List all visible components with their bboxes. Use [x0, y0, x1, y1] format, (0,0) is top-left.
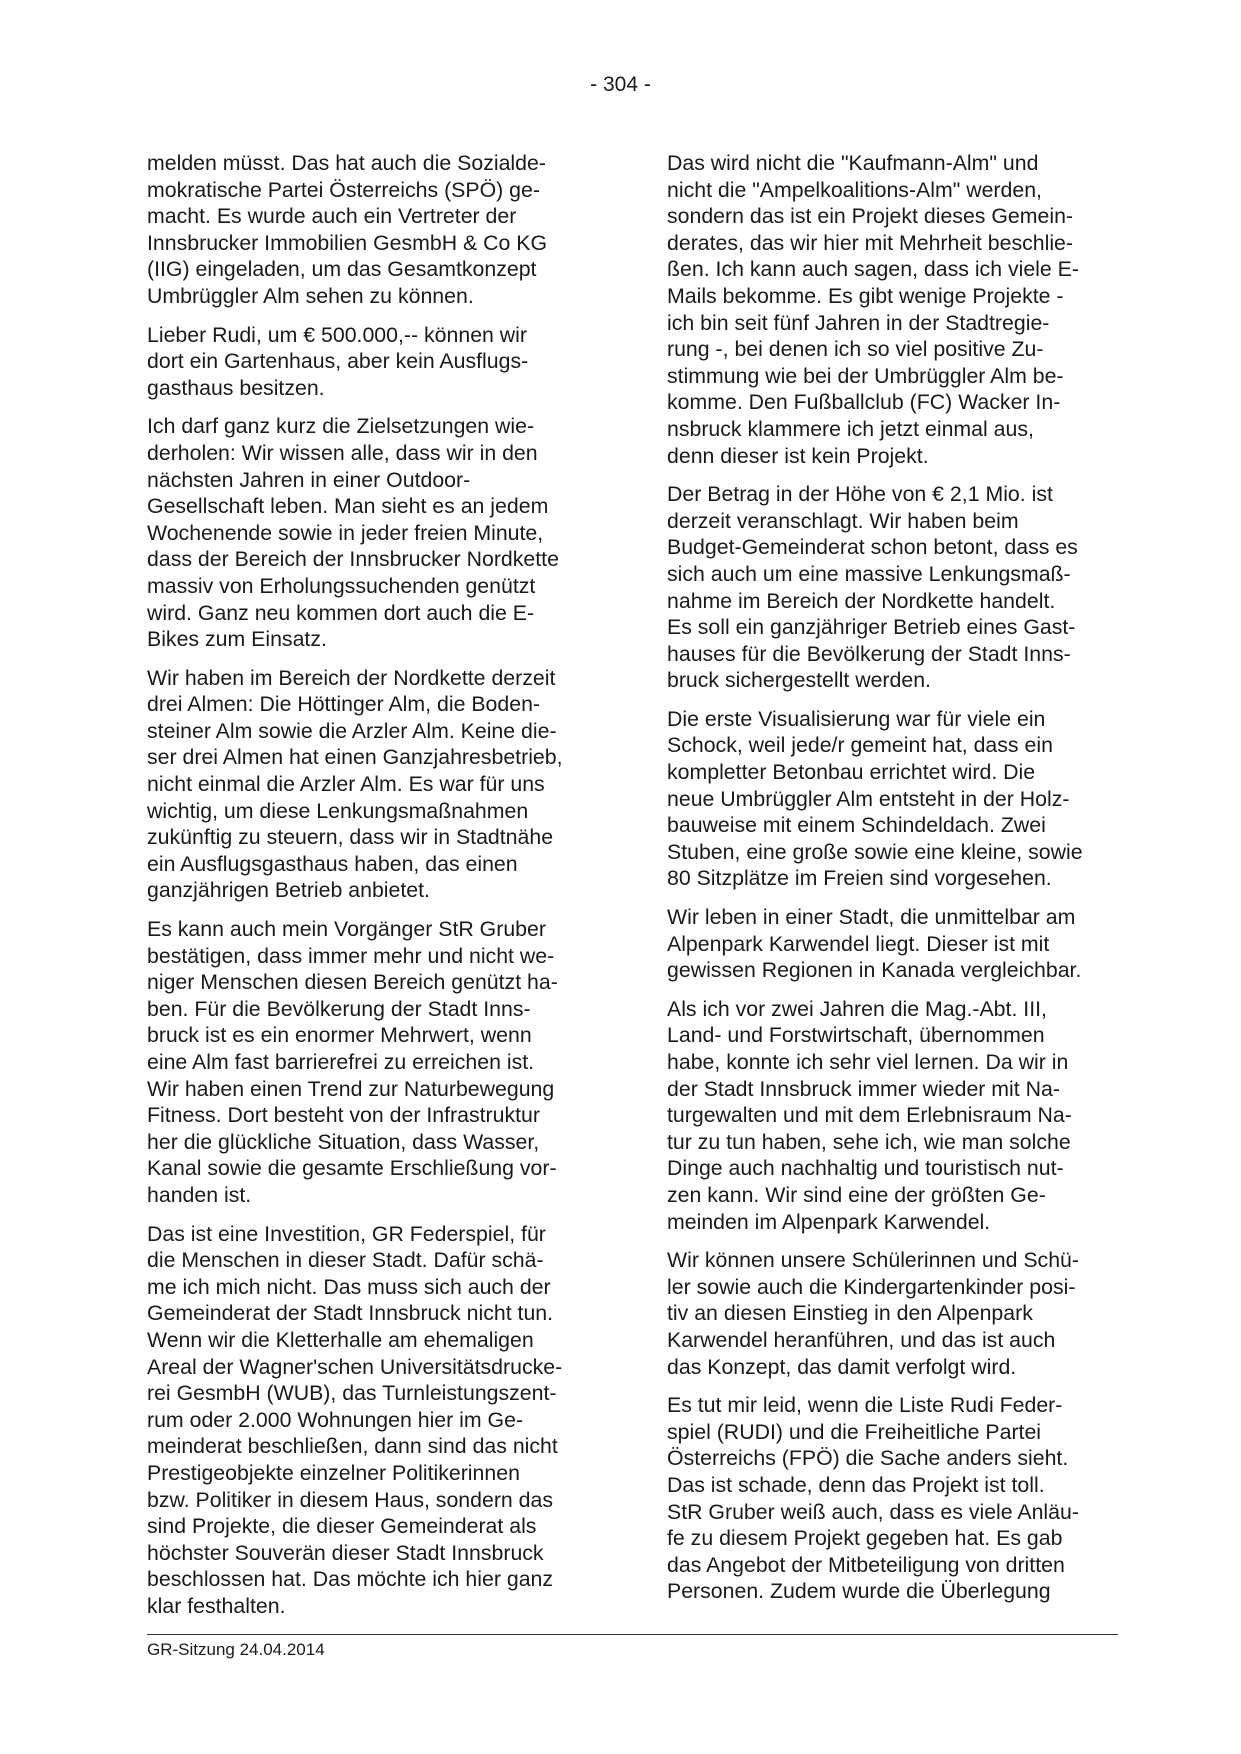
paragraph: melden müsst. Das hat auch die Sozialde- mokratische Partei Österreichs (SPÖ) ge- macht. Es wurde auch ein Vertreter der Innsbrucker Immobilien GesmbH & Co KG (IIG) eingeladen, um das Gesamtkonzept Umbrüggler Alm sehen zu können. — [147, 151, 548, 308]
left-column — [147, 150, 605, 1631]
paragraph: Es tut mir leid, wenn die Liste Rudi Feder- spiel (RUDI) und die Freiheitliche Partei Österreichs (FPÖ) die Sache anders sieht. Das ist schade, denn das Projekt ist toll. StR Gruber weiß auch, dass es viele Anläu- fe zu diesem Projekt gegeben hat. Es gab das Angebot der Mitbeteiligung von dritten Personen. Zudem wurde die Überlegung — [667, 1393, 1079, 1604]
paragraph: Als ich vor zwei Jahren die Mag.-Abt. III, Land- und Forstwirtschaft, übernommen habe, konnte ich sehr viel lernen. Da wir in der Stadt Innsbruck immer wieder mit Na- turgewalten und mit dem Erlebnisraum Na- tur zu tun haben, sehe ich, wie man solche Dinge auch nachhaltig und touristisch nut- zen kann. Wir sind eine der größten Ge- meinden im Alpenpark Karwendel. — [667, 996, 1072, 1234]
paragraph: Das ist eine Investition, GR Federspiel, für die Menschen in dieser Stadt. Dafür schä- me ich mich nicht. Das muss sich auch der Gemeinderat der Stadt Innsbruck nicht tun. Wenn wir die Kletterhalle am ehemaligen Areal der Wagner'schen Universitätsdrucke- rei GesmbH (WUB), das Turnleistungszent- rum oder 2.000 Wohnungen hier im Ge- meinderat beschließen, dann sind das nicht Prestigeobjekte einzelner Politikerinnen bzw. Politiker in diesem Haus, sondern das sind Projekte, die dieser Gemeinderat als höchster Souverän dieser Stadt Innsbruck beschlossen hat. Das möchte ich hier ganz klar festhalten. — [147, 1221, 563, 1618]
paragraph: Das wird nicht die "Kaufmann-Alm" und nicht die "Ampelkoalitions-Alm" werden, sondern das ist ein Projekt dieses Gemein- derates, das wir hier mit Mehrheit beschlie- ßen. Ich kann auch sagen, dass ich viele E- Mails bekomme. Es gibt wenige Projekte - ich bin seit fünf Jahren in der Stadtregie- rung -, bei denen ich so viel positive Zu- stimmung wie bei der Umbrüggler Alm be- komme. Den Fußballclub (FC) Wacker In- nsbruck klammere ich jetzt einmal aus, denn dieser ist kein Projekt. — [667, 151, 1079, 468]
paragraph: Es kann auch mein Vorgänger StR Gruber bestätigen, dass immer mehr und nicht we- niger Menschen diesen Bereich genützt ha- ben. Für die Bevölkerung der Stadt Inns- bruck ist es ein enormer Mehrwert, wenn eine Alm fast barrierefrei zu erreichen ist. Wir haben einen Trend zur Naturbewegung Fitness. Dort besteht von der Infrastruktur her die glückliche Situation, dass Wasser, Kanal sowie die gesamte Erschließung vor- handen ist. — [147, 917, 558, 1207]
paragraph: Ich darf ganz kurz die Zielsetzungen wie- derholen: Wir wissen alle, dass wir in den nächsten Jahren in einer Outdoor- Gesellschaft leben. Man sieht es an jedem Wochenende sowie in jeder freien Minute, dass der Bereich der Innsbrucker Nordkette massiv von Erholungssuchenden genützt wird. Ganz neu kommen dort auch die E- Bikes zum Einsatz. — [147, 414, 559, 652]
page-number: - 304 - — [590, 73, 651, 96]
paragraph: Die erste Visualisierung war für viele ein Schock, weil jede/r gemeint hat, dass ein kompletter Betonbau errichtet wird. Die neue Umbrüggler Alm entsteht in der Holz- bauweise mit einem Schindeldach. Zwei Stuben, eine große sowie eine kleine, sowie 80 Sitzplätze im Freien sind vorgesehen. — [667, 706, 1083, 891]
right-column — [667, 150, 1125, 1617]
paragraph: Lieber Rudi, um € 500.000,-- können wir dort ein Gartenhaus, aber kein Ausflugs- gasthaus besitzen. — [147, 322, 529, 400]
paragraph: Wir haben im Bereich der Nordkette derzeit drei Almen: Die Höttinger Alm, die Boden- steiner Alm sowie die Arzler Alm. Keine die- ser drei Almen hat einen Ganzjahresbetrieb, nicht einmal die Arzler Alm. Es war für uns wichtig, um diese Lenkungsmaßnahmen zukünftig zu steuern, dass wir in Stadtnähe ein Ausflugsgasthaus haben, das einen ganzjährigen Betrieb anbietet. — [147, 665, 563, 903]
paragraph: Der Betrag in der Höhe von € 2,1 Mio. ist derzeit veranschlagt. Wir haben beim Budget-Gemeinderat schon betont, dass es sich auch um eine massive Lenkungsmaß- nahme im Bereich der Nordkette handelt. Es soll ein ganzjähriger Betrieb eines Gast- hauses für die Bevölkerung der Stadt Inns- bruck sichergestellt werden. — [667, 482, 1078, 693]
footer-divider — [147, 1634, 1118, 1635]
footer-session-date: GR-Sitzung 24.04.2014 — [147, 1640, 325, 1659]
paragraph: Wir können unsere Schülerinnen und Schü- ler sowie auch die Kindergartenkinder posi- tiv an diesen Einstieg in den Alpenpark Karwendel heranführen, und das ist auch das Konzept, das damit verfolgt wird. — [667, 1248, 1079, 1379]
paragraph: Wir leben in einer Stadt, die unmittelbar am Alpenpark Karwendel liegt. Dieser ist mit gewissen Regionen in Kanada vergleichbar. — [667, 905, 1082, 983]
